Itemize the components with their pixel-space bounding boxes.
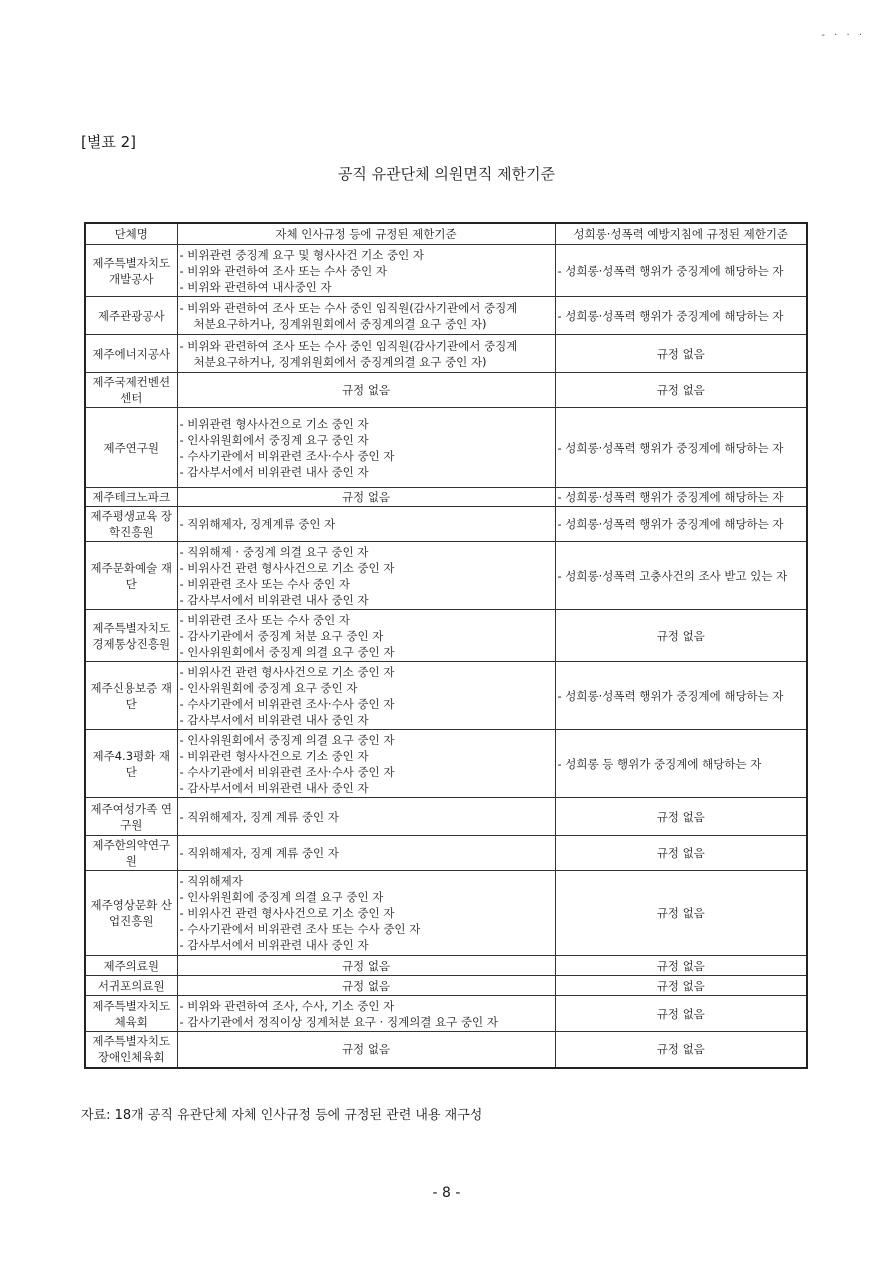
criteria-line: - 인사위원회에서 중징계 의결 요구 중인 자 — [179, 644, 395, 659]
harassment-criteria-cell — [555, 956, 807, 976]
table-row — [85, 297, 807, 335]
criteria-line: - 비위와 관련하여 조사, 수사, 기소 중인 자 — [179, 998, 395, 1013]
harassment-criteria-cell — [555, 297, 807, 335]
header-organization: 단체명 — [85, 223, 177, 245]
organization-name: 제주특별자치도 개발공사 — [85, 245, 177, 297]
organization-name: 제주문화예술 재단 — [85, 542, 177, 610]
criteria-line: - 직위해제자, 징계계류 중인 자 — [179, 517, 336, 531]
table-row — [85, 408, 807, 488]
criteria-line: - 감사부서에서 비위관련 내사 중인 자 — [179, 780, 369, 795]
internal-criteria-cell — [177, 245, 555, 297]
table-row — [85, 507, 807, 542]
harassment-line: 규정 없음 — [656, 383, 705, 397]
criteria-line: - 감사기관에서 정직이상 징계처분 요구 · 징계의결 요구 중인 자 — [179, 1014, 498, 1029]
criteria-line: 규정 없음 — [341, 383, 391, 397]
organization-name: 제주특별자치도 경제통상진흥원 — [85, 610, 177, 662]
harassment-criteria-cell — [555, 335, 807, 373]
organization-name: 제주신용보증 재단 — [85, 662, 177, 730]
organization-name: 제주국제컨벤션 센터 — [85, 373, 177, 408]
harassment-line: 규정 없음 — [656, 628, 705, 643]
criteria-line: - 비위와 관련하여 조사 또는 수사 중인 자 — [179, 263, 387, 278]
criteria-line: 규정 없음 — [341, 958, 391, 973]
criteria-line: - 비위와 관련하여 조사 또는 수사 중인 임직원(감사기관에서 중징계 — [179, 338, 518, 353]
table-row — [85, 956, 807, 976]
internal-criteria-cell — [177, 871, 555, 956]
criteria-line: - 비위사건 관련 형사사건으로 기소 중인 자 — [179, 664, 395, 679]
criteria-line: - 감사부서에서 비위관련 내사 중인 자 — [179, 464, 369, 479]
internal-criteria-cell — [177, 408, 555, 488]
table-row — [85, 610, 807, 662]
table-row — [85, 730, 807, 798]
harassment-line: - 성희롱·성폭력 행위가 중징계에 해당하는 자 — [557, 517, 784, 531]
criteria-line: - 수사기관에서 비위관련 조사·수사 중인 자 — [179, 448, 395, 463]
criteria-line: - 비위관련 중징계 요구 및 형사사건 기소 중인 자 — [179, 247, 424, 262]
harassment-criteria-cell — [555, 976, 807, 996]
table-row — [85, 245, 807, 297]
criteria-line: - 인사위원회에 중징계 의결 요구 중인 자 — [179, 890, 384, 904]
harassment-criteria-cell — [555, 408, 807, 488]
internal-criteria-cell — [177, 297, 555, 335]
page-number: - 8 - — [432, 1185, 461, 1201]
harassment-criteria-cell — [555, 1032, 807, 1068]
harassment-criteria-cell — [555, 730, 807, 798]
table-row — [85, 1032, 807, 1068]
criteria-line: - 인사위원회에서 중징계 의결 요구 중인 자 — [179, 732, 395, 747]
criteria-line: - 감사부서에서 비위관련 내사 중인 자 — [179, 938, 369, 952]
criteria-line: - 인사위원회에 중징계 요구 중인 자 — [179, 680, 358, 695]
harassment-line: - 성희롱·성폭력 행위가 중징계에 해당하는 자 — [557, 263, 784, 278]
criteria-line: - 직위해제자, 징계 계류 중인 자 — [179, 846, 339, 860]
harassment-criteria-cell — [555, 610, 807, 662]
scan-marks: - · · · — [821, 30, 865, 41]
criteria-line: - 비위사건 관련 형사사건으로 기소 중인 자 — [179, 906, 395, 920]
criteria-line: - 비위관련 형사사건으로 기소 중인 자 — [179, 416, 369, 431]
harassment-line: 규정 없음 — [656, 346, 705, 361]
harassment-criteria-cell — [555, 798, 807, 836]
internal-criteria-cell — [177, 507, 555, 542]
organization-name: 제주평생교육 장학진흥원 — [85, 507, 177, 542]
harassment-criteria-cell — [555, 996, 807, 1032]
organization-name: 제주여성가족 연구원 — [85, 798, 177, 836]
organization-name: 제주의료원 — [85, 956, 177, 976]
internal-criteria-cell — [177, 730, 555, 798]
organization-name: 제주테크노파크 — [85, 488, 177, 507]
table-row — [85, 335, 807, 373]
criteria-line: - 직위해제자, 징계 계류 중인 자 — [179, 809, 339, 824]
criteria-line: - 감사부서에서 비위관련 내사 중인 자 — [179, 592, 369, 607]
criteria-line: - 감사부서에서 비위관련 내사 중인 자 — [179, 712, 369, 727]
document-title: 공직 유관단체 의원면직 제한기준 — [337, 165, 556, 183]
harassment-line: - 성희롱 등 행위가 중징계에 해당하는 자 — [557, 756, 762, 771]
harassment-criteria-cell — [555, 542, 807, 610]
harassment-line: - 성희롱·성폭력 행위가 중징계에 해당하는 자 — [557, 440, 784, 455]
criteria-line: - 수사기관에서 비위관련 조사·수사 중인 자 — [179, 764, 395, 779]
internal-criteria-cell — [177, 956, 555, 976]
internal-criteria-cell — [177, 798, 555, 836]
table-header-row — [85, 223, 807, 245]
internal-criteria-cell — [177, 996, 555, 1032]
table-row — [85, 871, 807, 956]
harassment-line: - 성희롱·성폭력 행위가 중징계에 해당하는 자 — [557, 688, 784, 703]
harassment-line: 규정 없음 — [656, 1042, 705, 1057]
criteria-line: - 직위해제자 — [179, 874, 243, 888]
criteria-line: - 비위관련 조사 또는 수사 중인 자 — [179, 612, 350, 627]
internal-criteria-cell — [177, 976, 555, 996]
organization-name: 서귀포의료원 — [85, 976, 177, 996]
criteria-line: 처분요구하거나, 징계위원회에서 중징계의결 요구 중인 자) — [193, 316, 487, 331]
table-row — [85, 798, 807, 836]
criteria-line: - 직위해제 · 중징계 의결 요구 중인 자 — [179, 544, 369, 559]
organization-name: 제주특별자치도 체육회 — [85, 996, 177, 1032]
header-harassment-criteria: 성희롱·성폭력 예방지침에 규정된 제한기준 — [555, 223, 807, 245]
criteria-line: - 비위와 관련하여 조사 또는 수사 중인 임직원(감사기관에서 중징계 — [179, 300, 518, 315]
table-row — [85, 662, 807, 730]
harassment-line: - 성희롱·성폭력 행위가 중징계에 해당하는 자 — [557, 308, 784, 323]
table-row — [85, 976, 807, 996]
organization-name: 제주특별자치도 장애인체육회 — [85, 1032, 177, 1068]
internal-criteria-cell — [177, 488, 555, 507]
criteria-line: - 감사기관에서 중징계 처분 요구 중인 자 — [179, 628, 384, 643]
criteria-line: - 수사기관에서 비위관련 조사·수사 중인 자 — [179, 696, 395, 711]
harassment-line: 규정 없음 — [656, 978, 705, 993]
criteria-line: 처분요구하거나, 징계위원회에서 중징계의결 요구 중인 자) — [193, 354, 487, 369]
organization-name: 제주관광공사 — [85, 297, 177, 335]
criteria-line: - 비위와 관련하여 내사중인 자 — [179, 279, 332, 294]
harassment-criteria-cell — [555, 373, 807, 408]
internal-criteria-cell — [177, 335, 555, 373]
restriction-table — [84, 222, 808, 1069]
table-row — [85, 836, 807, 871]
harassment-criteria-cell — [555, 488, 807, 507]
internal-criteria-cell — [177, 373, 555, 408]
table-row — [85, 542, 807, 610]
harassment-line: 규정 없음 — [656, 906, 705, 920]
internal-criteria-cell — [177, 1032, 555, 1068]
criteria-line: - 비위사건 관련 형사사건으로 기소 중인 자 — [179, 560, 395, 575]
harassment-criteria-cell — [555, 507, 807, 542]
criteria-line: 규정 없음 — [341, 490, 391, 504]
source-note: 자료: 18개 공직 유관단체 자체 인사규정 등에 규정된 관련 내용 재구성 — [81, 1108, 483, 1123]
harassment-criteria-cell — [555, 836, 807, 871]
harassment-line: 규정 없음 — [656, 809, 705, 824]
organization-name: 제주4.3평화 재단 — [85, 730, 177, 798]
organization-name: 제주에너지공사 — [85, 335, 177, 373]
criteria-line: - 비위관련 형사사건으로 기소 중인 자 — [179, 748, 369, 763]
table-row — [85, 373, 807, 408]
criteria-line: - 비위관련 조사 또는 수사 중인 자 — [179, 576, 350, 591]
criteria-line: - 인사위원회에서 중징계 요구 중인 자 — [179, 432, 369, 447]
internal-criteria-cell — [177, 542, 555, 610]
criteria-line: - 수사기관에서 비위관련 조사 또는 수사 중인 자 — [179, 922, 421, 936]
internal-criteria-cell — [177, 662, 555, 730]
harassment-criteria-cell — [555, 245, 807, 297]
harassment-line: 규정 없음 — [656, 1006, 705, 1021]
criteria-line: 규정 없음 — [341, 978, 391, 993]
harassment-line: - 성희롱·성폭력 행위가 중징계에 해당하는 자 — [557, 490, 784, 504]
harassment-line: - 성희롱·성폭력 고충사건의 조사 받고 있는 자 — [557, 568, 788, 583]
table-row — [85, 996, 807, 1032]
table-row — [85, 488, 807, 507]
internal-criteria-cell — [177, 836, 555, 871]
harassment-criteria-cell — [555, 662, 807, 730]
harassment-criteria-cell — [555, 871, 807, 956]
header-internal-criteria: 자체 인사규정 등에 규정된 제한기준 — [177, 223, 555, 245]
harassment-line: 규정 없음 — [656, 958, 705, 973]
organization-name: 제주연구원 — [85, 408, 177, 488]
organization-name: 제주영상문화 산업진흥원 — [85, 871, 177, 956]
criteria-line: 규정 없음 — [341, 1042, 391, 1057]
internal-criteria-cell — [177, 610, 555, 662]
harassment-line: 규정 없음 — [656, 846, 705, 860]
organization-name: 제주한의약연구원 — [85, 836, 177, 871]
annex-label: [별표 2] — [81, 133, 136, 151]
